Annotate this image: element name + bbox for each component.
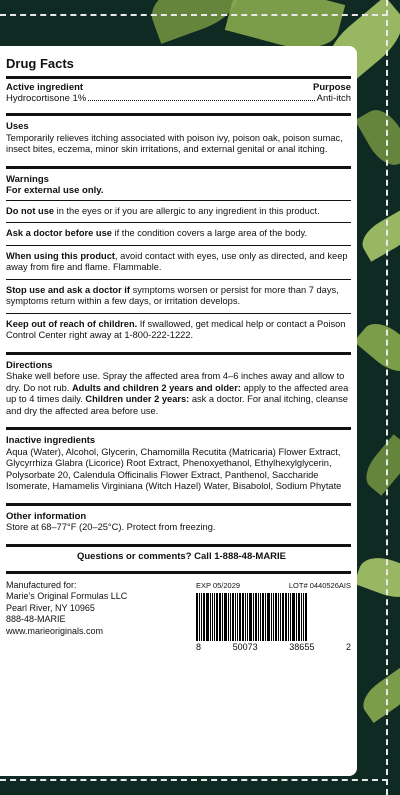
manufacturer-block: Manufactured for: Marie's Original Formulas LLC Pearl River, NY 10965 888-48-MARIE www.marieoriginals.com: [6, 579, 128, 636]
uses-heading: Uses: [6, 121, 29, 132]
ask-doctor: Ask a doctor before use if the condition covers a large area of the body.: [6, 228, 308, 238]
purpose-heading: Purpose: [312, 82, 351, 93]
active-ingredient-heading: Active ingredient: [6, 82, 84, 93]
lot-number: LOT# 0440526AIS: [288, 580, 351, 590]
exp-date: EXP 05/2029: [196, 580, 241, 590]
cut-line-top: [0, 14, 388, 16]
when-using: When using this product, avoid contact with eyes, use only as directed, and keep away from fire and flame. Flammable.: [6, 250, 348, 272]
cut-line-bottom: [0, 779, 388, 781]
inactive-ingredients-section: [6, 430, 357, 498]
codes-block: [196, 580, 351, 654]
inactive-heading: Inactive ingredients: [6, 435, 96, 446]
other-text: Store at 68–77°F (20–25°C). Protect from freezing.: [6, 522, 216, 532]
keep-out-of-reach: Keep out of reach of children. If swallowed, get medical help or contact a Poison Control Center right away at 1-800-222-1222.: [6, 318, 346, 340]
questions-line: Questions or comments? Call 1-888-48-MARIE: [76, 550, 287, 562]
do-not-use: Do not use in the eyes or if you are allergic to any ingredient in this product.: [6, 205, 320, 216]
cut-line-right: [386, 0, 388, 795]
directions-heading: Directions: [6, 359, 53, 371]
purpose: Anti-itch: [316, 93, 351, 104]
drug-facts-title: Drug Facts: [6, 56, 74, 71]
warnings-header: [6, 169, 357, 200]
drug-facts-panel: [0, 46, 357, 776]
uses-section: [6, 116, 357, 161]
external-use-text: For external use only.: [6, 185, 104, 196]
directions-section: Directions Shake well before use. Spray the affected area from 4–6 inches away and allow to dry. Do not rub. Adults and children 2 years and older: apply to the affected area up to 4 times daily. Children under 2 years: ask a doctor. For anal itching, cleanse and dry the affected area before use.: [6, 355, 357, 423]
inactive-text: Aqua (Water), Alcohol, Glycerin, Chamomilla Recutita (Matricaria) Flower Extract, Glycyrrhiza Glabra (Licorice) Root Extract, Phenoxyethanol, Ethylhexylglycerin, Polysorbate 20, Calendula Officinalis Flower Extract, Panthenol, Saccharide Isomerate, Hamamelis Virginiana (Witch Hazel) Water, Bisabolol, Sodium Phytate: [6, 446, 342, 491]
stop-use: Stop use and ask a doctor if symptoms worsen or persist for more than 7 days, symptoms return within a few days, or irritation develops.: [6, 284, 339, 306]
uses-text: Temporarily relieves itching associated with poison ivy, poison oak, poison sumac, insect bites, eczema, minor skin irritations, and external genital or anal itching.: [6, 132, 343, 154]
other-info-section: [6, 506, 357, 539]
footer: [6, 574, 357, 654]
barcode: [196, 593, 351, 641]
active-ingredient-section: [6, 79, 357, 108]
other-heading: Other information: [6, 510, 87, 522]
warnings-heading: Warnings: [6, 173, 49, 185]
barcode-numbers: 8 50073 38655 2: [196, 642, 351, 652]
active-ingredient: Hydrocortisone 1%: [6, 93, 87, 104]
